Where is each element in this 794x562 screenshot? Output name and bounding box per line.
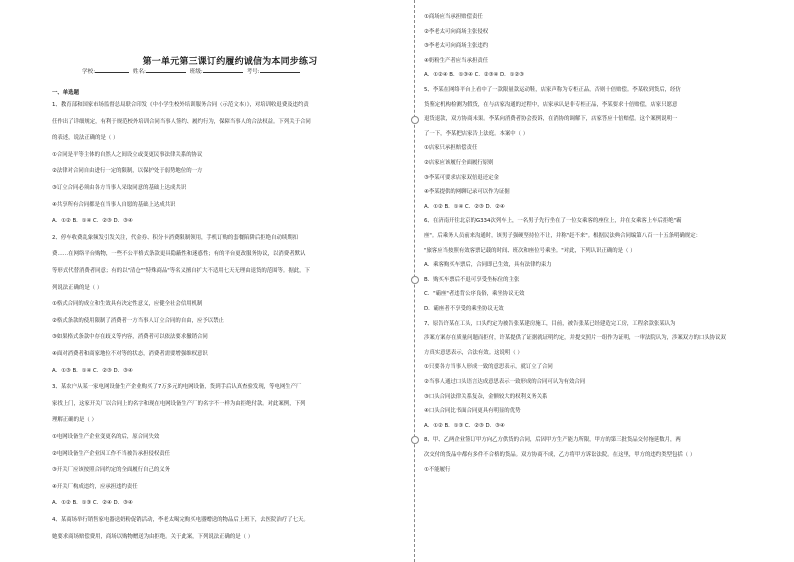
text-line: A．①② B．①③ C．②④ D．③④ [52,500,133,507]
text-line: A．①② B．①③ C．②③ D．③④ [424,422,505,429]
text-line: 7、原告许某在工头，口头约定为被告张某建房施工，目前，被告张某已经建造完工房，工程余款张某认为 [424,320,676,327]
text-line: 货鉴定机构检测为假货，在与店家沟通的过程中，店家承认是非专柜正品，李某要求十倍赔偿，店家只愿意 [424,101,678,108]
text-line: 退货退款，双方协商未果。李某向消费者协会投诉，在消协的调解下，店家答应十倍赔偿。这个案例说明一 [424,116,678,123]
text-line: 6、在济南开往北京的G334次列车上，一名男子先行坐在了一位女乘客的座位上，并在女乘客上车后拒绝"霸 [424,218,682,225]
text-line: ②当事人通过口头语言达成意思表示一致形成的合同可认为有效合同 [424,379,586,385]
text-line: ④开关厂构成违约，应承担违约责任 [52,483,138,490]
text-line: ②店家应该履行全面履行原则 [424,160,494,166]
name-blank [146,66,186,73]
binding-hole [411,276,419,284]
section-heading: 一、单选题 [52,90,79,96]
text-line: ④奶粉生产者应当承担责任 [424,57,489,64]
text-line: 5、李某在网络平台上看中了一款限量款运动鞋，店家声称为专柜正品，否则十倍赔偿。李某收到货后，经仿 [424,87,681,93]
text-line: ①格式合同的成立和生效具有决定性意义，应健全社会信用机制 [52,301,203,308]
text-line: A．①②④ B．①③④ C．②③④ D．①②③ [424,72,524,79]
text-line: ①只要各方当事人形成一致的意思表示，就订立了合同 [424,364,553,371]
text-line: 的表述，说法正确的是（ ） [52,135,119,142]
text-line: 8、甲、乙两企业签订甲方向乙方供货的合同，后因甲方生产能力所限，甲方的第三批货品交付拖延数月，两 [424,437,681,444]
text-line: ②格式条款的使用限制了消费者一方当事人订立合同的自由，应予以禁止 [52,317,224,324]
text-line: ③口头合同法律关系复杂，金额较大的权利义务关系 [424,393,548,400]
text-line: ④面对消费者和商家地位不对等的状态，消费者需要增强维权意识 [52,351,208,357]
text-line: ①不能履行 [424,466,451,473]
text-line: 2、停车收费乱象频发引发关注，代金券、积分卡消费限制领用，手机订购的套餐陷阱后拒绝自动续期扣 [52,234,299,241]
text-line: ②法律对合同自由进行一定的限制，以保护处于弱势地位的一方 [52,168,203,175]
text-line: 涉案方案存在质量问题而拒付，许某提供了证据就证明约定，并提交照片一组作为证明，一审法院认为，涉案双方的口头协议双 [424,335,726,342]
text-line: 1、教育部和国家市场监督总局联合印发《中小学生校外培训服务合同（示范文本）》，对培训收退费及违约责 [52,102,309,108]
text-line: D．霸座者不享受的乘坐协议无效 [424,306,504,312]
text-line: ①电网设备生产企业变更名的后，原合同失效 [52,434,160,440]
text-line: ④李某提供的网聊记录可以作为证据 [424,189,510,196]
id-label: 考号: [246,69,260,75]
text-line: 任作出了详细规定，有利于规范校外培训合同当事人签约、履约行为，保障当事人的合法权益。下列关于合同 [52,118,311,125]
text-line: ③李老太可向商场主张违约 [424,43,489,50]
text-line: 了一下，李某把店家告上法庭。本案中（ ） [424,130,529,137]
text-line: ③开关厂应该按照合同约定的全面履行自己的义务 [52,467,171,474]
text-line: ③李某可要求店家双倍退还定金 [424,174,499,181]
text-line: ③如果格式条款中存在歧义等内容，消费者可以依法要求撤销合同 [52,334,208,341]
page-title: 第一单元第三课订约履约诚信为本同步练习 [142,57,318,67]
text-line: A．①② B．①④ C．②③ D．③④ [52,218,133,225]
text-line: 方真实意思表示，合法有效。这说明（ ） [424,349,523,356]
text-line: ③订立合同必须由各方当事人采取同意的基础上达成共识 [52,185,187,191]
student-info-row [82,66,300,75]
text-line: 次交付的货品中都有多件不合格的货品。双方协商不成，乙方将甲方诉讼法院。在这里，甲方的违约类型包括（ ） [424,452,696,458]
text-line: ②电网设备生产企业因工作不当被告承担侵权责任 [52,450,171,457]
text-line: ①合同是平等主体的自然人之间设立或变更民事法律关系的协议 [52,151,203,158]
name-label: 姓名: [132,69,146,75]
class-label: 班级: [189,69,203,75]
text-line: 理解正确的是（ ） [52,417,97,424]
text-line: ①商场应当承担赔偿责任 [424,14,483,20]
class-blank [203,66,243,73]
text-line: ②李老太可向商场主张侵权 [424,28,489,35]
text-line: 她要求商场赔偿费用，商场以购物赠送为由拒绝。关于此案，下列说法正确的是（ ） [52,533,254,540]
text-line: B．购买车票后不退可享受坐标位的主张 [424,276,520,283]
text-line: 等形式代替消费者同意；有的以"清仓""特殊商品"等名义擅自扩大不适用七天无理由退货的范围等。据此，下 [52,268,310,274]
text-line: 座"。后乘务人员前来沟通时，该男子强硬坚持位不让，并称"赶不来"。根据民法典合同编第八百一十五条明确规定： [424,233,701,239]
text-line: C．"霸座"者违背公序良俗，乘坐协议无效 [424,291,525,298]
school-label: 学校: [82,69,96,75]
binding-hole [411,436,419,444]
text-line: ④共享所有合同都是在当事人自愿的基础上达成共识 [52,201,176,208]
text-line: A．①③ B．①④ C．②③ D．③④ [52,367,133,374]
text-line: 列说法正确的是（ ） [52,284,103,291]
text-line: 家找上门，这家开关厂以合同上的名字和现在电网设备生产厂的名字不一样为由拒绝付款。对此案例，下列 [52,400,306,407]
id-blank [260,66,300,73]
text-line: ④口头合同比书面合同更具有明显的优势 [424,408,521,415]
text-line: 费……在网络平台购物，一些不公平格式条款更具隐蔽性和迷惑性；有的平台更改服务协议，以消费者默认 [52,251,306,258]
text-line: "旅客应当按照有效客票记载的时间、班次和座位号乘坐。"对此，下列认识正确的是（ ） [424,247,636,254]
text-line: 3、某农户从某一家电网设备生产企业购买了7万多元的电网设备，货到手后认真查验发现，等电网生产厂 [52,384,302,391]
school-blank [95,66,129,73]
text-line: A．①② B．①④ C．②③ D．②④ [424,203,505,210]
text-line: ①店家只承担赔偿责任 [424,145,478,152]
text-line: 4、某商场举行销售家电器送奶粉促销活动，李老太喝完购买电器赠送的物品后上班下，去医院治疗了七天。 [52,517,309,523]
text-line: A．乘客购买车票后，合同即已生效，具有法律约束力 [424,262,552,269]
binding-hole [411,116,419,124]
